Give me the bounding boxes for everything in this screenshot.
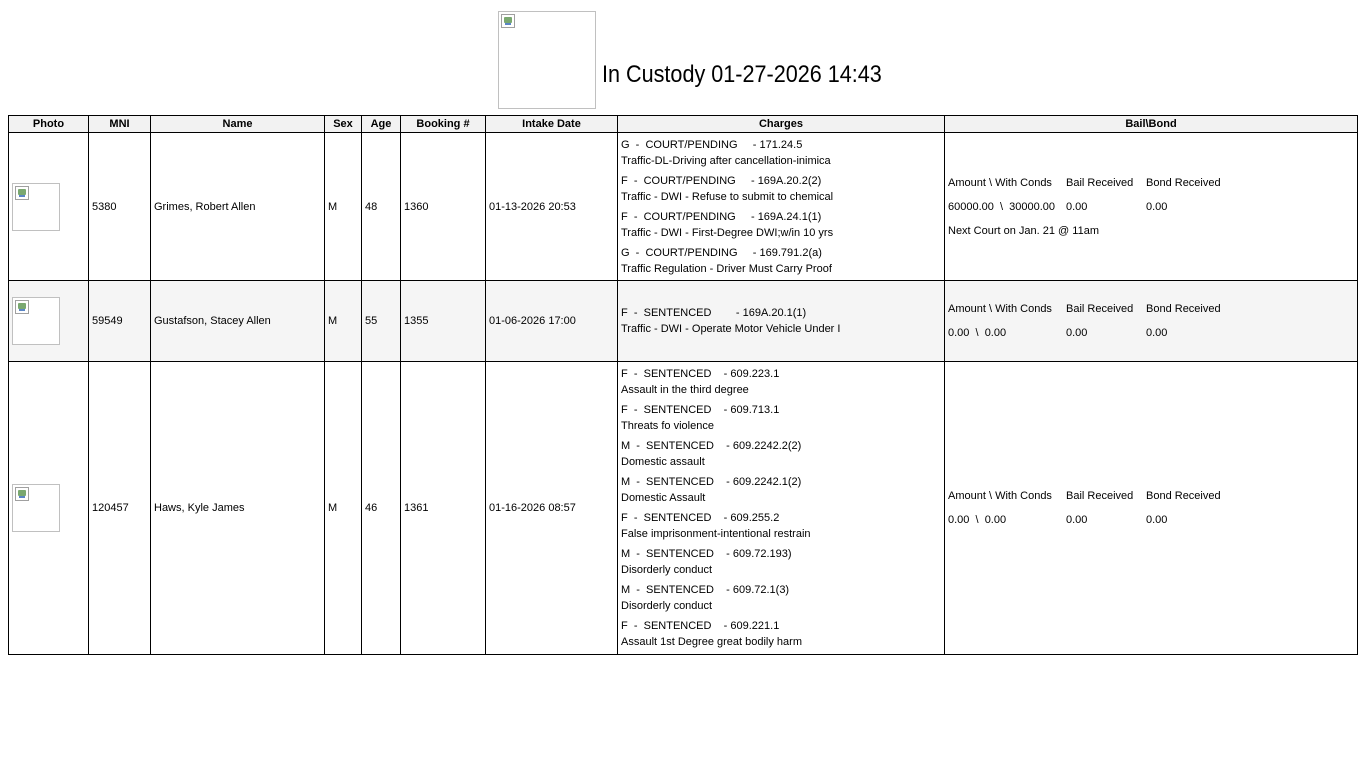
charge-entry xyxy=(621,366,941,398)
column-header-charges: Charges xyxy=(618,116,945,133)
mni-cell: 59549 xyxy=(89,281,151,362)
charge-entry xyxy=(621,438,941,470)
bond-received-header: Bond Received xyxy=(1146,303,1221,315)
bail-received-value: 0.00 xyxy=(1066,514,1088,526)
charge-description: Threats fo violence xyxy=(621,420,714,432)
column-header-intake-date: Intake Date xyxy=(486,116,618,133)
photo-cell xyxy=(9,281,89,362)
sex-cell: M xyxy=(325,133,362,281)
bail-received-header: Bail Received xyxy=(1066,176,1134,189)
charge-code: F - SENTENCED - 609.255.2 xyxy=(621,512,780,524)
charge-entry xyxy=(621,582,941,614)
column-header-bail-bond: Bail\Bond xyxy=(945,116,1358,133)
bail-bond-cell xyxy=(945,281,1358,362)
charges-cell xyxy=(618,281,945,362)
charge-code: F - COURT/PENDING - 169A.20.2(2) xyxy=(621,174,822,187)
bond-received-value: 0.00 xyxy=(1146,514,1168,526)
column-header-name: Name xyxy=(151,116,325,133)
charge-description: Assault 1st Degree great bodily harm xyxy=(621,636,802,648)
broken-image-icon xyxy=(15,300,29,314)
charge-code: G - COURT/PENDING - 169.791.2(a) xyxy=(621,246,822,259)
bail-received-header: Bail Received xyxy=(1066,303,1134,315)
custody-table xyxy=(8,115,1358,655)
table-row xyxy=(9,281,1358,362)
age-cell: 55 xyxy=(362,281,401,362)
sex-cell: M xyxy=(325,362,362,655)
intake-date-cell: 01-16-2026 08:57 xyxy=(486,362,618,655)
table-row xyxy=(9,133,1358,281)
charge-code: M - SENTENCED - 609.72.1(3) xyxy=(621,584,790,596)
bail-received-value: 0.00 xyxy=(1066,327,1088,339)
charge-entry xyxy=(621,173,941,205)
bail-received-value: 0.00 xyxy=(1066,200,1088,213)
bail-header-row xyxy=(948,484,1354,508)
table-header-row xyxy=(9,116,1358,133)
charge-code: F - SENTENCED - 609.713.1 xyxy=(621,404,780,416)
charge-entry xyxy=(621,209,941,241)
column-header-booking: Booking # xyxy=(401,116,486,133)
charge-description: Traffic - DWI - First-Degree DWI;w/in 10 yrs xyxy=(621,226,834,239)
column-header-photo: Photo xyxy=(9,116,89,133)
bond-received-value: 0.00 xyxy=(1146,327,1168,339)
charge-description: Traffic-DL-Driving after cancellation-inimica xyxy=(621,154,831,167)
bond-received-value: 0.00 xyxy=(1146,200,1168,213)
booking-cell: 1355 xyxy=(401,281,486,362)
bail-bond-cell xyxy=(945,133,1358,281)
charge-entry xyxy=(621,402,941,434)
bail-amount-header: Amount \ With Conds xyxy=(948,303,1052,315)
intake-date-cell: 01-13-2026 20:53 xyxy=(486,133,618,281)
name-cell: Grimes, Robert Allen xyxy=(151,133,325,281)
table-row xyxy=(9,362,1358,655)
photo-cell xyxy=(9,133,89,281)
bond-received-header: Bond Received xyxy=(1146,176,1221,189)
charge-code: G - COURT/PENDING - 171.24.5 xyxy=(621,138,803,151)
name-cell: Haws, Kyle James xyxy=(151,362,325,655)
charge-entry xyxy=(621,245,941,277)
bail-amount-header: Amount \ With Conds xyxy=(948,176,1052,189)
intake-date-cell: 01-06-2026 17:00 xyxy=(486,281,618,362)
age-cell: 46 xyxy=(362,362,401,655)
bail-bond-cell xyxy=(945,362,1358,655)
bail-amount-value: 0.00 \ 0.00 xyxy=(948,514,1007,526)
inmate-photo[interactable] xyxy=(12,297,60,345)
bail-amount-header: Amount \ With Conds xyxy=(948,490,1052,502)
broken-image-icon xyxy=(501,14,515,28)
charge-description: False imprisonment-intentional restrain xyxy=(621,528,811,540)
booking-cell: 1360 xyxy=(401,133,486,281)
charge-code: F - COURT/PENDING - 169A.24.1(1) xyxy=(621,210,822,223)
bail-amount-value: 60000.00 \ 30000.00 xyxy=(948,200,1056,213)
next-court-note: Next Court on Jan. 21 @ 11am xyxy=(948,224,1099,237)
charge-entry xyxy=(621,137,941,169)
column-header-age: Age xyxy=(362,116,401,133)
bail-received-header: Bail Received xyxy=(1066,490,1134,502)
charge-entry xyxy=(621,305,941,337)
charge-code: F - SENTENCED - 609.221.1 xyxy=(621,620,780,632)
name-cell: Gustafson, Stacey Allen xyxy=(151,281,325,362)
charge-entry xyxy=(621,510,941,542)
charge-description: Domestic Assault xyxy=(621,492,706,504)
broken-image-icon xyxy=(15,487,29,501)
charge-description: Assault in the third degree xyxy=(621,384,749,396)
charge-entry xyxy=(621,618,941,650)
broken-image-icon xyxy=(15,186,29,200)
sex-cell: M xyxy=(325,281,362,362)
bail-amount-value: 0.00 \ 0.00 xyxy=(948,327,1007,339)
charge-description: Traffic - DWI - Refuse to submit to chemical xyxy=(621,190,834,203)
bail-header-row xyxy=(948,171,1354,195)
charges-cell xyxy=(618,362,945,655)
charge-entry xyxy=(621,474,941,506)
charge-description: Traffic Regulation - Driver Must Carry Proof xyxy=(621,262,832,275)
charge-code: M - SENTENCED - 609.2242.1(2) xyxy=(621,476,802,488)
inmate-photo[interactable] xyxy=(12,183,60,231)
column-header-mni: MNI xyxy=(89,116,151,133)
charge-description: Domestic assault xyxy=(621,456,705,468)
booking-cell: 1361 xyxy=(401,362,486,655)
header-logo-image xyxy=(498,11,596,109)
bail-values-row xyxy=(948,195,1354,219)
charges-cell xyxy=(618,133,945,281)
mni-cell: 120457 xyxy=(89,362,151,655)
page-title: In Custody 01-27-2026 14:43 xyxy=(602,61,882,88)
charge-code: F - SENTENCED - 609.223.1 xyxy=(621,368,780,380)
charge-description: Traffic - DWI - Operate Motor Vehicle Under I xyxy=(621,323,841,335)
charge-entry xyxy=(621,546,941,578)
bond-received-header: Bond Received xyxy=(1146,490,1221,502)
charge-code: F - SENTENCED - 169A.20.1(1) xyxy=(621,307,807,319)
charge-code: M - SENTENCED - 609.2242.2(2) xyxy=(621,440,802,452)
bail-header-row xyxy=(948,297,1354,321)
age-cell: 48 xyxy=(362,133,401,281)
bail-values-row xyxy=(948,321,1354,345)
photo-cell xyxy=(9,362,89,655)
inmate-photo[interactable] xyxy=(12,484,60,532)
column-header-sex: Sex xyxy=(325,116,362,133)
charge-description: Disorderly conduct xyxy=(621,564,713,576)
charge-code: M - SENTENCED - 609.72.193) xyxy=(621,548,792,560)
mni-cell: 5380 xyxy=(89,133,151,281)
charge-description: Disorderly conduct xyxy=(621,600,713,612)
bail-values-row xyxy=(948,508,1354,532)
